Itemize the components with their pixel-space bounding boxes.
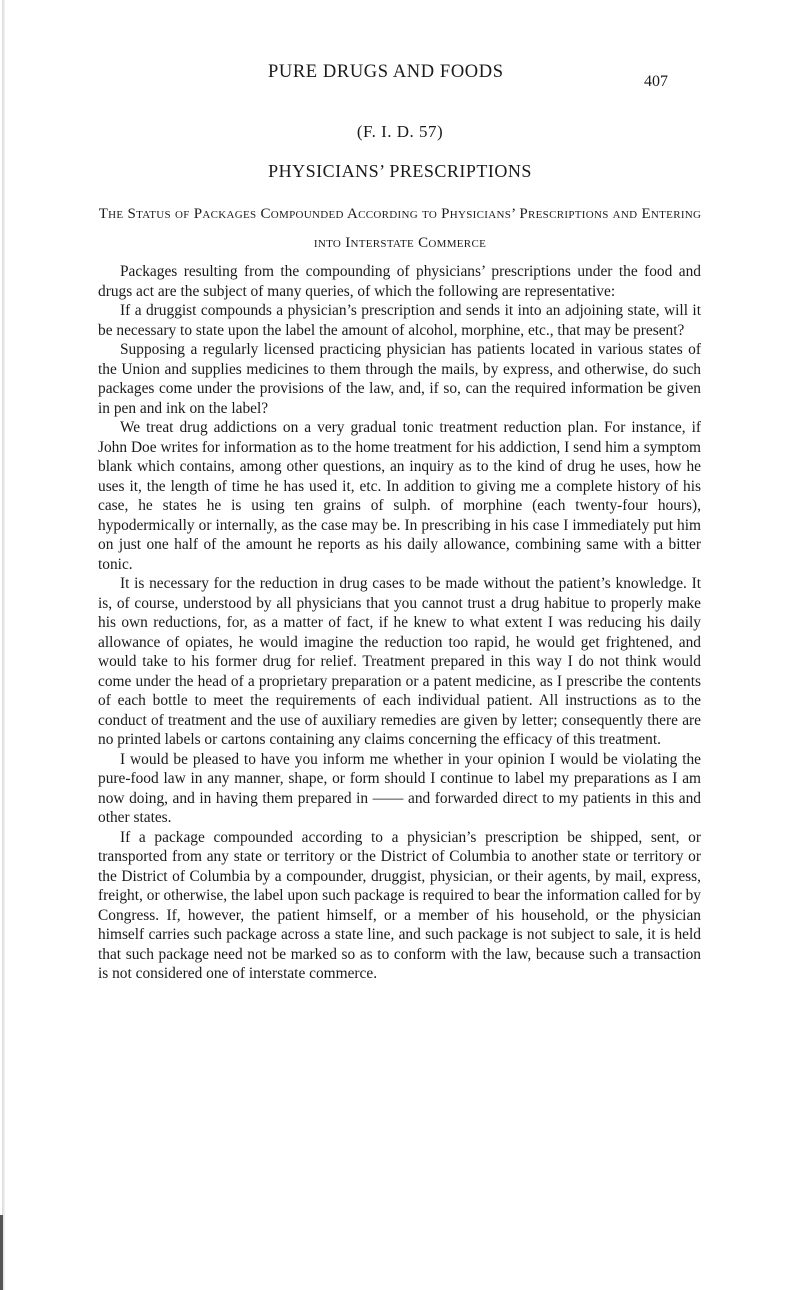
paragraph-request-opinion: I would be pleased to have you inform me whether in your opinion I would be violating the pure-food law in any manner, shape, or form should I continue to label my preparations as I am now doing, and in having them prepared in —— and forwarded direct to my patients in this and other states. [98, 750, 701, 826]
running-head-title: PURE DRUGS AND FOODS [268, 62, 504, 82]
body-text [98, 262, 701, 984]
section-heading: PHYSICIANS’ PRESCRIPTIONS [268, 161, 532, 181]
paragraph-intro: Packages resulting from the compounding of physicians’ prescriptions under the food and drugs act are the subject of many queries, of which the following are representative: [98, 263, 701, 300]
paragraph-reduction-knowledge: It is necessary for the reduction in drug cases to be made without the patient’s knowledge. It is, of course, understood by all physicians that you cannot trust a drug habitue to properly make his own reductions, for, as a matter of fact, if he knew to what extent I was reducing his daily allowance of opiates, he would imagine the reduction too rapid, he would get frightened, and would take to his former drug for relief. Treatment prepared in this way I do not think would come under the head of a proprietary preparation or a patent medicine, as I prescribe the contents of each bottle to meet the requirements of each individual patient. All instructions as to the conduct of treatment and the use of auxiliary remedies are given by letter; consequently there are no printed labels or cartons containing any claims concerning the efficacy of this treatment. [98, 575, 701, 748]
section-subheading: The Status of Packages Compounded According to Physicians’ Prescriptions and Entering into Interstate Commerce [98, 206, 702, 251]
paragraph-query-physician: Supposing a regularly licensed practicing physician has patients located in various states of the Union and supplies medicines to them through the mails, by express, and otherwise, do such packages come under the provisions of the law, and, if so, can the required information be given in pen and ink on the label? [98, 341, 701, 417]
paragraph-query-druggist: If a druggist compounds a physician’s prescription and sends it into an adjoining state, will it be necessary to state upon the label the amount of alcohol, morphine, etc., that may be present? [98, 302, 701, 339]
page-gutter-shadow [2, 0, 5, 1290]
page-edge-mark [0, 1215, 3, 1290]
paragraph-drug-addiction-treatment: We treat drug addictions on a very gradual tonic treatment reduction plan. For instance, if John Doe writes for information as to the home treatment for his addiction, I send him a symptom blank which contains, among other questions, an inquiry as to the kind of drug he uses, how he uses it, the length of time he has used it, etc. In addition to giving me a complete history of his case, he states he is using ten grains of sulph. of morphine (each twenty-four hours), hypodermically or internally, as the case may be. In prescribing in his case I immediately put him on just one half of the amount he reports as his daily allowance, combining same with a bitter tonic. [98, 419, 701, 573]
page-number: 407 [644, 73, 668, 90]
running-head [0, 62, 800, 92]
document-id: (F. I. D. 57) [356, 122, 444, 141]
paragraph-ruling: If a package compounded according to a physician’s prescription be shipped, sent, or transported from any state or territory or the District of Columbia to another state or territory or the District of Columbia by a compounder, druggist, physician, or their agents, by mail, express, freight, or otherwise, the label upon such package is required to bear the information called for by Congress. If, however, the patient himself, or a member of his household, or the physician himself carries such package across a state line, and such package is not subject to sale, it is held that such package need not be marked so as to conform with the law, because such a transaction is not considered one of interstate commerce. [98, 828, 701, 982]
